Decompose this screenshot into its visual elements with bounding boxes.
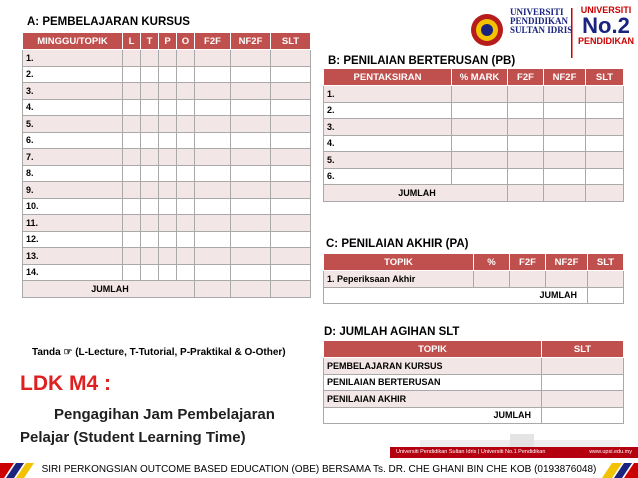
input-cell[interactable]	[231, 50, 271, 67]
input-cell[interactable]	[195, 182, 231, 199]
table-row	[324, 135, 624, 152]
input-cell[interactable]	[177, 149, 195, 166]
input-cell[interactable]	[123, 231, 141, 248]
table-row	[23, 231, 311, 248]
table-row	[324, 119, 624, 136]
input-cell[interactable]	[586, 86, 624, 103]
upsi-name-line3: SULTAN IDRIS	[510, 25, 573, 35]
d-header-cell: SLT	[542, 341, 624, 358]
input-cell[interactable]	[159, 132, 177, 149]
b-header-cell: F2F	[508, 69, 544, 86]
input-cell[interactable]	[177, 248, 195, 265]
input-cell[interactable]	[231, 165, 271, 182]
table-row	[23, 83, 311, 100]
c-header-cell: NF2F	[546, 254, 588, 271]
input-cell[interactable]	[508, 152, 544, 169]
input-cell[interactable]	[271, 215, 311, 232]
a-header-cell: SLT	[271, 33, 311, 50]
section-d-title: D: JUMLAH AGIHAN SLT	[324, 326, 460, 338]
section-c-title: C: PENILAIAN AKHIR (PA)	[326, 238, 469, 250]
c-header-cell: %	[474, 254, 510, 271]
input-cell[interactable]	[586, 102, 624, 119]
a-header-cell: P	[159, 33, 177, 50]
input-cell[interactable]	[123, 149, 141, 166]
c-header-cell: F2F	[510, 254, 546, 271]
input-cell[interactable]	[177, 215, 195, 232]
table-row	[23, 116, 311, 133]
input-cell[interactable]	[271, 83, 311, 100]
input-cell[interactable]	[271, 182, 311, 199]
ldk-title: LDK M4 :	[20, 372, 111, 395]
a-header-cell: NF2F	[231, 33, 271, 50]
table-row	[324, 358, 624, 375]
input-cell[interactable]	[195, 116, 231, 133]
input-cell[interactable]	[123, 264, 141, 281]
b-header-cell: PENTAKSIRAN	[324, 69, 452, 86]
input-cell[interactable]	[544, 152, 586, 169]
table-row	[23, 248, 311, 265]
input-cell[interactable]	[141, 182, 159, 199]
input-cell[interactable]	[271, 132, 311, 149]
upsi-name-line1: UNIVERSITI	[510, 7, 564, 17]
input-cell[interactable]	[141, 132, 159, 149]
input-cell[interactable]	[508, 102, 544, 119]
no2-line1: UNIVERSITI	[580, 5, 632, 15]
total-cell[interactable]	[588, 287, 624, 304]
row-label: 5.	[23, 116, 123, 133]
row-label: 4.	[324, 135, 452, 152]
no2-big: No.2	[582, 13, 630, 38]
d-header-cell: TOPIK	[324, 341, 542, 358]
input-cell[interactable]	[141, 66, 159, 83]
input-cell[interactable]	[177, 132, 195, 149]
row-label: 12.	[23, 231, 123, 248]
input-cell[interactable]	[271, 231, 311, 248]
input-cell[interactable]	[195, 83, 231, 100]
row-label: 3.	[23, 83, 123, 100]
table-row	[23, 215, 311, 232]
no2-line3: PENDIDIKAN	[578, 36, 635, 46]
ldk-subtitle-line1: Pengagihan Jam Pembelajaran	[54, 406, 275, 423]
input-cell[interactable]	[159, 215, 177, 232]
table-row	[23, 182, 311, 199]
legend-note: Tanda ☞ (L-Lecture, T-Tutorial, P-Praktikal & O-Other)	[32, 347, 286, 358]
input-cell[interactable]	[123, 83, 141, 100]
input-cell[interactable]	[177, 66, 195, 83]
course-learning-table	[22, 32, 311, 298]
input-cell[interactable]	[123, 165, 141, 182]
input-cell[interactable]	[177, 182, 195, 199]
row-label: 2.	[324, 102, 452, 119]
total-label: JUMLAH	[324, 185, 508, 202]
input-cell[interactable]	[141, 231, 159, 248]
input-cell[interactable]	[231, 182, 271, 199]
c-header-cell: SLT	[588, 254, 624, 271]
input-cell[interactable]	[159, 264, 177, 281]
section-a-title: A: PEMBELAJARAN KURSUS	[27, 16, 190, 28]
table-row	[324, 271, 624, 288]
b-header-cell: % MARK	[452, 69, 508, 86]
input-cell[interactable]	[508, 86, 544, 103]
input-cell[interactable]	[177, 50, 195, 67]
total-row	[23, 281, 311, 298]
row-label: 6.	[23, 132, 123, 149]
table-row	[23, 50, 311, 67]
input-cell[interactable]	[195, 165, 231, 182]
input-cell[interactable]	[452, 152, 508, 169]
total-cell[interactable]	[231, 281, 271, 298]
input-cell[interactable]	[159, 248, 177, 265]
input-cell[interactable]	[452, 168, 508, 185]
input-cell[interactable]	[195, 66, 231, 83]
final-assessment-table	[323, 253, 624, 304]
input-cell[interactable]	[141, 215, 159, 232]
row-label: 13.	[23, 248, 123, 265]
input-cell[interactable]	[231, 215, 271, 232]
input-cell[interactable]	[159, 99, 177, 116]
table-row	[23, 198, 311, 215]
input-cell[interactable]	[544, 168, 586, 185]
input-cell[interactable]	[271, 66, 311, 83]
row-label: 2.	[23, 66, 123, 83]
input-cell[interactable]	[231, 66, 271, 83]
input-cell[interactable]	[177, 165, 195, 182]
table-row	[324, 168, 624, 185]
row-label: 1.	[324, 86, 452, 103]
input-cell[interactable]	[141, 198, 159, 215]
row-label: PENILAIAN AKHIR	[324, 391, 542, 408]
input-cell[interactable]	[123, 182, 141, 199]
input-cell[interactable]	[159, 231, 177, 248]
input-cell[interactable]	[141, 149, 159, 166]
total-row	[324, 407, 624, 424]
row-label: 14.	[23, 264, 123, 281]
input-cell[interactable]	[123, 215, 141, 232]
input-cell[interactable]	[177, 99, 195, 116]
input-cell[interactable]	[544, 119, 586, 136]
total-cell[interactable]	[195, 281, 231, 298]
total-label: JUMLAH	[23, 281, 195, 298]
table-row	[324, 102, 624, 119]
input-cell[interactable]	[231, 132, 271, 149]
table-row	[324, 86, 624, 103]
upsi-crest-icon	[471, 14, 503, 46]
input-cell[interactable]	[271, 264, 311, 281]
input-cell[interactable]	[159, 165, 177, 182]
input-cell[interactable]	[141, 99, 159, 116]
input-cell[interactable]	[546, 271, 588, 288]
input-cell[interactable]	[586, 152, 624, 169]
a-header-cell: F2F	[195, 33, 231, 50]
strip-text: Universiti Pendidikan Sultan Idris | Universiti No.1 Pendidikan	[396, 449, 546, 455]
input-cell[interactable]	[586, 168, 624, 185]
b-header-cell: SLT	[586, 69, 624, 86]
input-cell[interactable]	[123, 132, 141, 149]
input-cell[interactable]	[123, 50, 141, 67]
input-cell[interactable]	[271, 149, 311, 166]
input-cell[interactable]	[452, 102, 508, 119]
input-cell[interactable]	[195, 264, 231, 281]
input-cell[interactable]	[508, 119, 544, 136]
input-cell[interactable]	[195, 231, 231, 248]
table-row	[324, 374, 624, 391]
row-label: 9.	[23, 182, 123, 199]
input-cell[interactable]	[510, 271, 546, 288]
input-cell[interactable]	[542, 374, 624, 391]
input-cell[interactable]	[159, 50, 177, 67]
input-cell[interactable]	[123, 198, 141, 215]
b-header-cell: NF2F	[544, 69, 586, 86]
input-cell[interactable]	[123, 116, 141, 133]
input-cell[interactable]	[141, 83, 159, 100]
row-label: 7.	[23, 149, 123, 166]
row-label: 10.	[23, 198, 123, 215]
building-illustration	[420, 434, 620, 448]
input-cell[interactable]	[271, 198, 311, 215]
table-row	[23, 149, 311, 166]
input-cell[interactable]	[271, 99, 311, 116]
input-cell[interactable]	[542, 391, 624, 408]
input-cell[interactable]	[231, 198, 271, 215]
total-row	[324, 185, 624, 202]
a-header-cell: L	[123, 33, 141, 50]
input-cell[interactable]	[159, 66, 177, 83]
row-label: 3.	[324, 119, 452, 136]
input-cell[interactable]	[159, 198, 177, 215]
input-cell[interactable]	[586, 135, 624, 152]
input-cell[interactable]	[231, 264, 271, 281]
input-cell[interactable]	[123, 66, 141, 83]
input-cell[interactable]	[508, 135, 544, 152]
table-row	[324, 391, 624, 408]
row-label: PEMBELAJARAN KURSUS	[324, 358, 542, 375]
row-label: 6.	[324, 168, 452, 185]
a-header-cell: O	[177, 33, 195, 50]
continuous-assessment-table	[323, 68, 624, 202]
input-cell[interactable]	[542, 358, 624, 375]
input-cell[interactable]	[141, 116, 159, 133]
input-cell[interactable]	[588, 271, 624, 288]
input-cell[interactable]	[195, 132, 231, 149]
input-cell[interactable]	[195, 248, 231, 265]
table-row	[23, 66, 311, 83]
input-cell[interactable]	[231, 116, 271, 133]
total-cell[interactable]	[508, 185, 544, 202]
input-cell[interactable]	[195, 198, 231, 215]
input-cell[interactable]	[544, 135, 586, 152]
total-cell[interactable]	[542, 407, 624, 424]
footer-text: SIRI PERKONGSIAN OUTCOME BASED EDUCATION (OBE) BERSAMA Ts. DR. CHE GHANI BIN CHE KOB (0193876048)	[41, 464, 597, 475]
c-header-cell: TOPIK	[324, 254, 474, 271]
input-cell[interactable]	[271, 116, 311, 133]
input-cell[interactable]	[159, 149, 177, 166]
upsi-name-line2: PENDIDIKAN	[510, 16, 569, 26]
input-cell[interactable]	[474, 271, 510, 288]
university-strip	[390, 447, 638, 458]
table-row	[23, 165, 311, 182]
input-cell[interactable]	[177, 83, 195, 100]
input-cell[interactable]	[586, 119, 624, 136]
input-cell[interactable]	[195, 50, 231, 67]
input-cell[interactable]	[159, 83, 177, 100]
input-cell[interactable]	[159, 182, 177, 199]
input-cell[interactable]	[271, 50, 311, 67]
input-cell[interactable]	[231, 99, 271, 116]
ldk-subtitle-line2: Pelajar (Student Learning Time)	[20, 429, 246, 446]
table-row	[23, 132, 311, 149]
input-cell[interactable]	[271, 165, 311, 182]
total-cell[interactable]	[271, 281, 311, 298]
row-label: PENILAIAN BERTERUSAN	[324, 374, 542, 391]
table-row	[23, 99, 311, 116]
input-cell[interactable]	[231, 231, 271, 248]
row-label: 8.	[23, 165, 123, 182]
total-row	[324, 287, 624, 304]
input-cell[interactable]	[544, 102, 586, 119]
input-cell[interactable]	[177, 231, 195, 248]
input-cell[interactable]	[508, 168, 544, 185]
input-cell[interactable]	[271, 248, 311, 265]
row-label: 1.	[23, 50, 123, 67]
slt-distribution-table	[323, 340, 624, 424]
input-cell[interactable]	[177, 116, 195, 133]
input-cell[interactable]	[452, 135, 508, 152]
input-cell[interactable]	[195, 149, 231, 166]
a-header-cell: MINGGU/TOPIK	[23, 33, 123, 50]
total-label: JUMLAH	[324, 407, 542, 424]
row-label: 4.	[23, 99, 123, 116]
input-cell[interactable]	[123, 248, 141, 265]
total-cell[interactable]	[544, 185, 586, 202]
input-cell[interactable]	[159, 116, 177, 133]
row-label: 11.	[23, 215, 123, 232]
input-cell[interactable]	[177, 198, 195, 215]
input-cell[interactable]	[231, 149, 271, 166]
total-label: JUMLAH	[324, 287, 588, 304]
input-cell[interactable]	[141, 248, 159, 265]
input-cell[interactable]	[195, 99, 231, 116]
row-label: 1. Peperiksaan Akhir	[324, 271, 474, 288]
strip-url: www.upsi.edu.my	[589, 449, 632, 455]
input-cell[interactable]	[544, 86, 586, 103]
input-cell[interactable]	[231, 83, 271, 100]
input-cell[interactable]	[452, 119, 508, 136]
input-cell[interactable]	[177, 264, 195, 281]
input-cell[interactable]	[452, 86, 508, 103]
row-label: 5.	[324, 152, 452, 169]
section-b-title: B: PENILAIAN BERTERUSAN (PB)	[328, 55, 516, 67]
input-cell[interactable]	[141, 165, 159, 182]
a-header-cell: T	[141, 33, 159, 50]
table-row	[324, 152, 624, 169]
input-cell[interactable]	[195, 215, 231, 232]
total-cell[interactable]	[586, 185, 624, 202]
table-row	[23, 264, 311, 281]
input-cell[interactable]	[123, 99, 141, 116]
input-cell[interactable]	[141, 50, 159, 67]
input-cell[interactable]	[231, 248, 271, 265]
input-cell[interactable]	[141, 264, 159, 281]
